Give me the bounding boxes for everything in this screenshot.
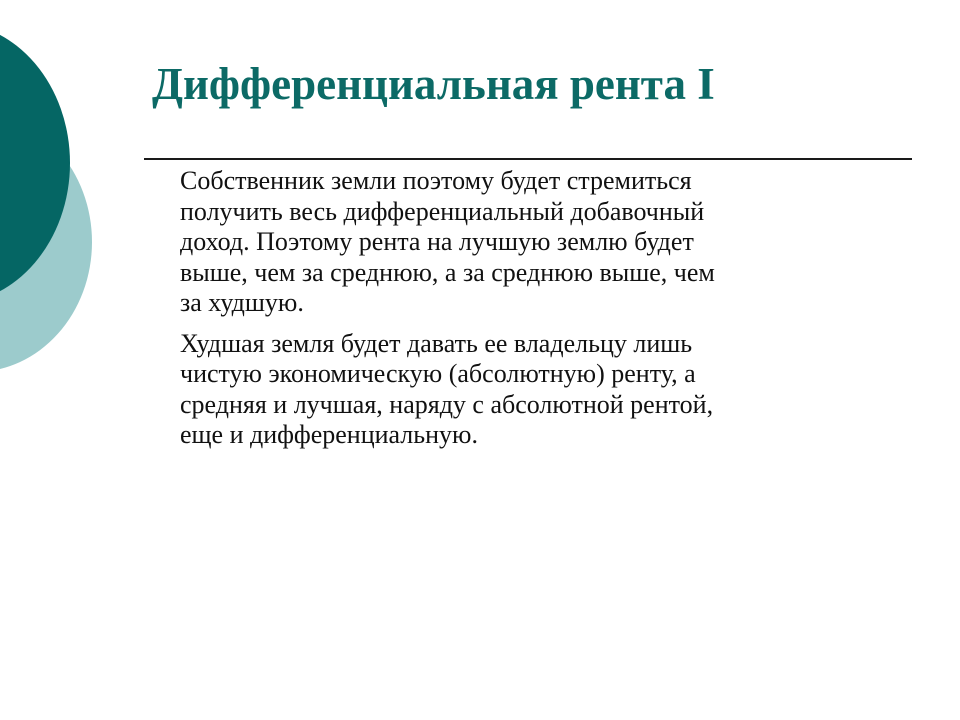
title-divider (144, 158, 912, 160)
slide-body (180, 166, 880, 461)
paragraph-line: за худшую. (180, 288, 304, 317)
paragraph-line: чистую экономическую (абсолютную) ренту, а (180, 359, 696, 388)
paragraph-1 (180, 166, 880, 319)
paragraph-2 (180, 329, 880, 451)
paragraph-line: Худшая земля будет давать ее владельцу лишь (180, 328, 693, 358)
slide-title: Дифференциальная рента I (152, 59, 715, 109)
paragraph-line: получить весь дифференциальный добавочный (180, 196, 705, 226)
paragraph-line: Собственник земли поэтому будет стремиться (180, 166, 692, 195)
paragraph-line: еще и дифференциальную. (180, 420, 478, 449)
paragraph-line: доход. Поэтому рента на лучшую землю будет (180, 227, 694, 256)
paragraph-line: средняя и лучшая, наряду с абсолютной рентой, (180, 389, 714, 419)
paragraph-line: выше, чем за среднюю, а за среднюю выше, чем (180, 257, 715, 287)
